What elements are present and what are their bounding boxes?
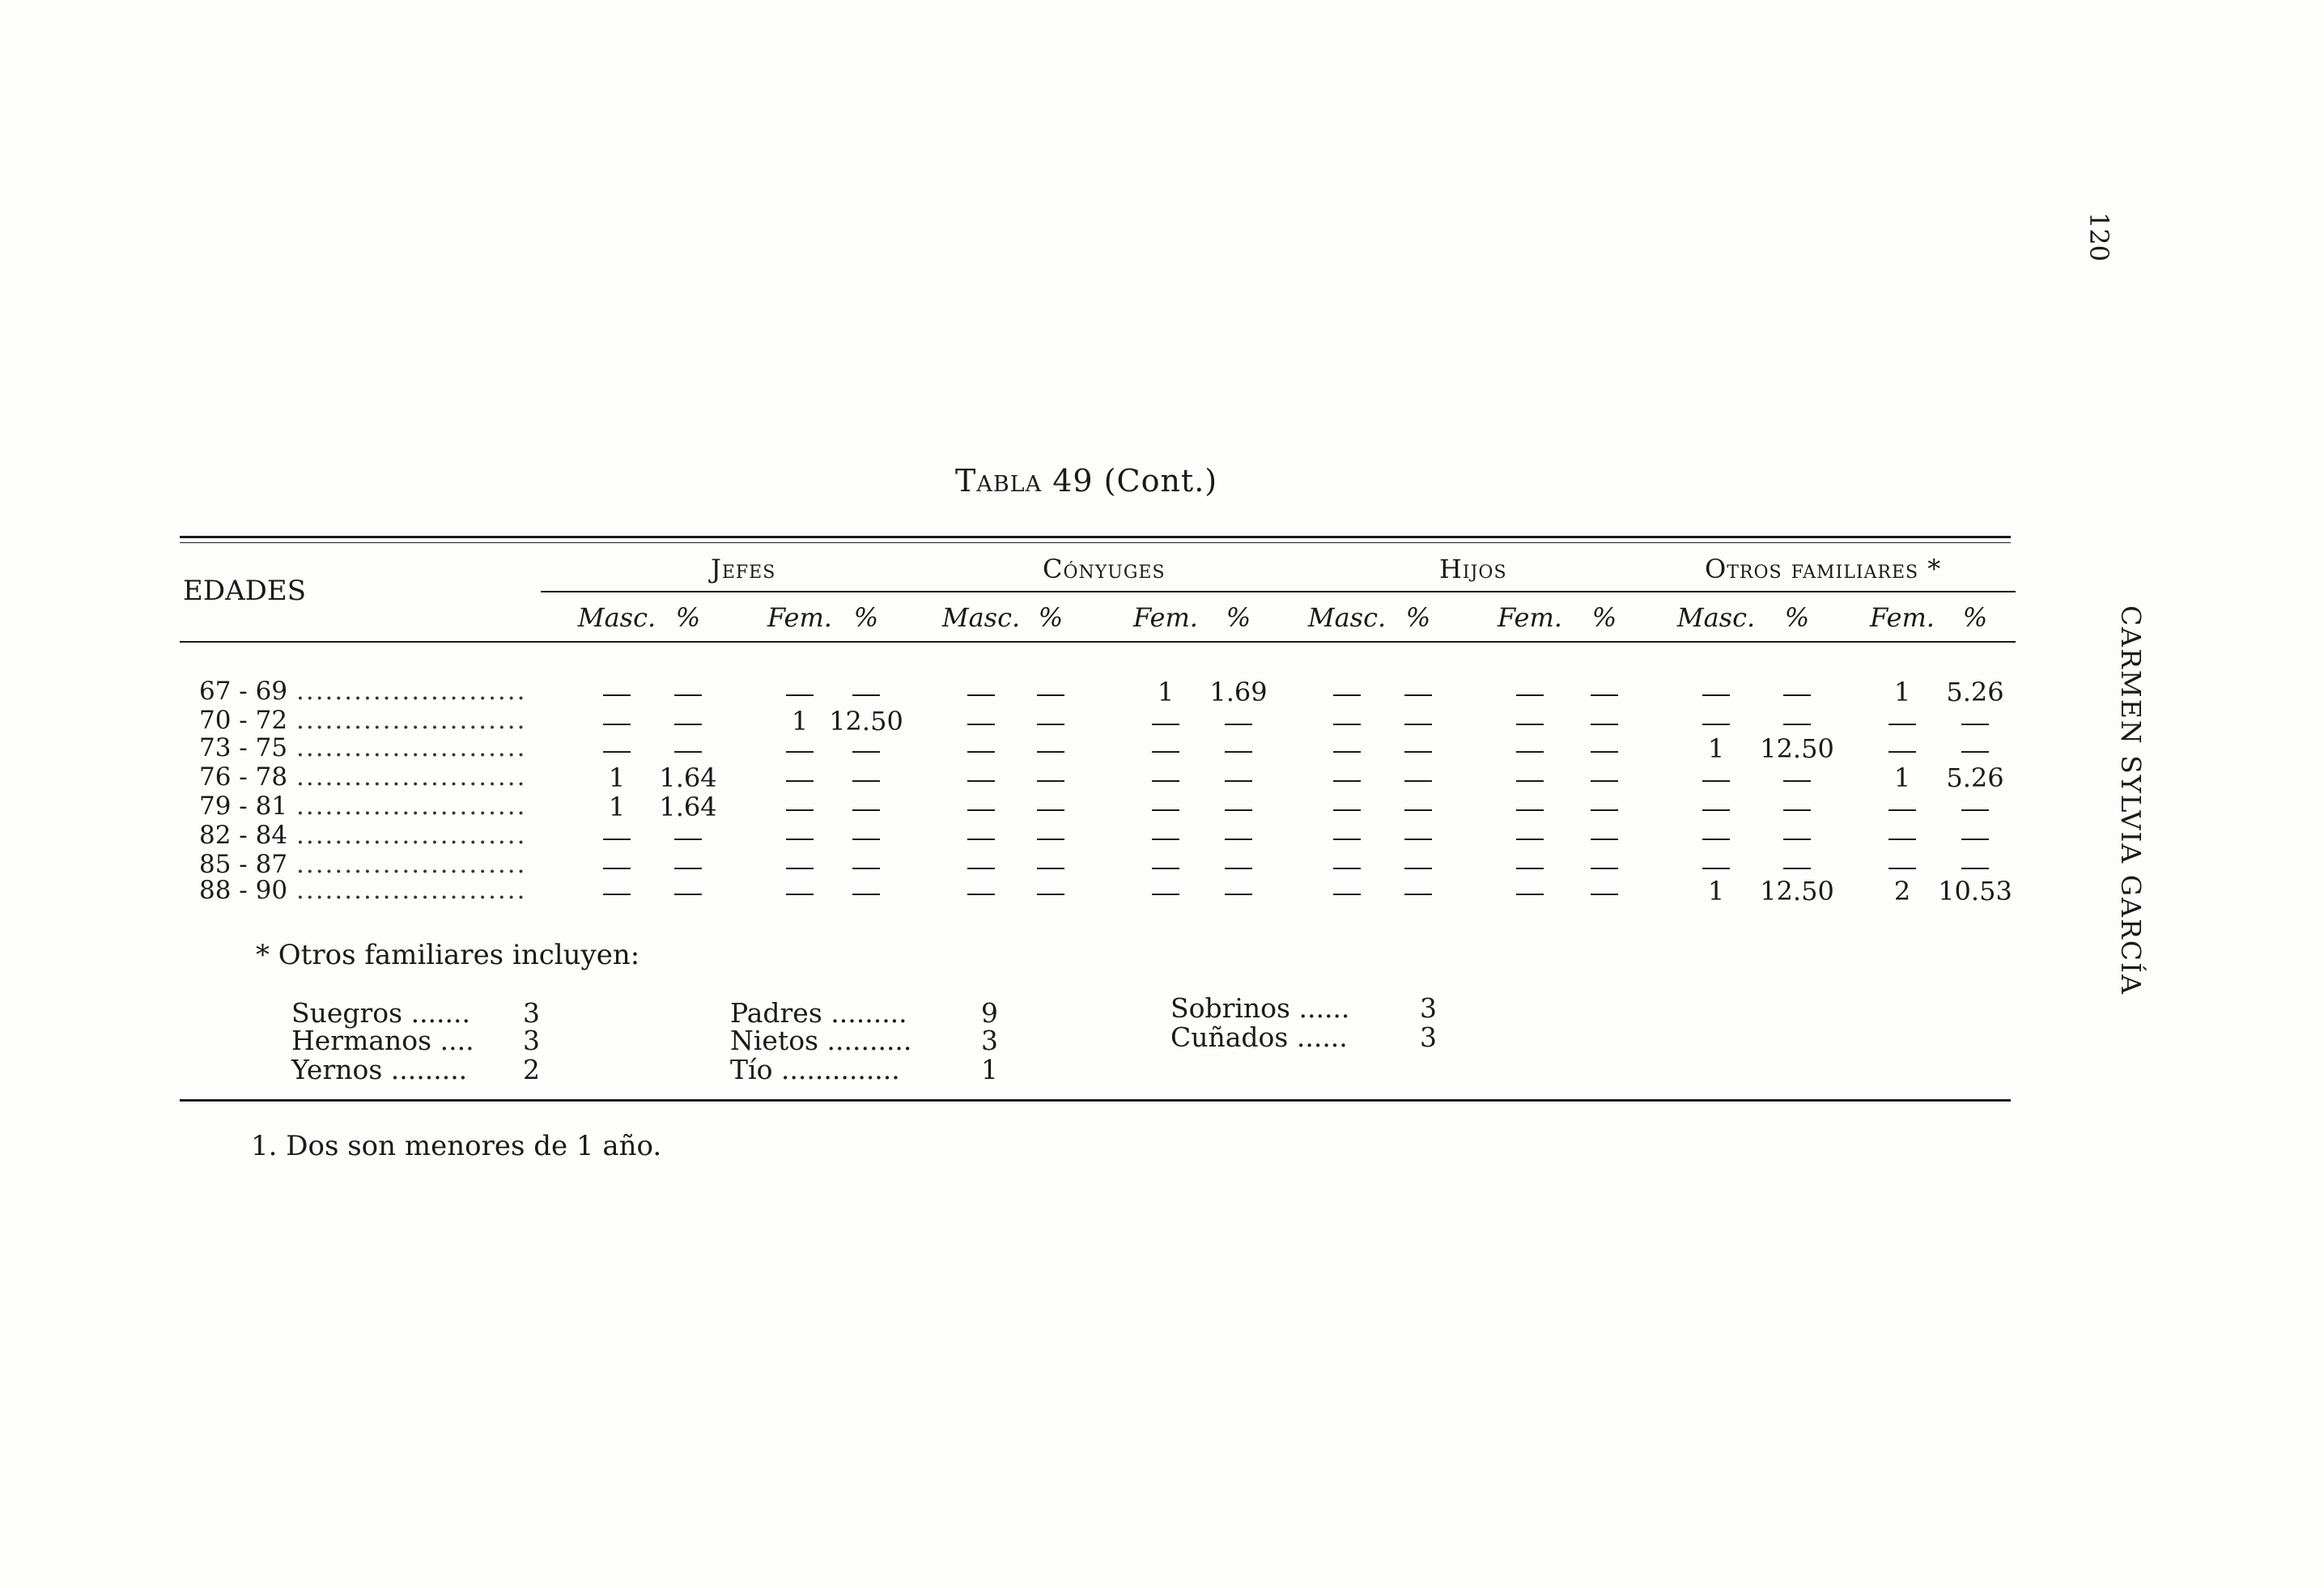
empty-dash bbox=[852, 809, 880, 811]
empty-dash bbox=[1889, 751, 1916, 753]
table-cell: 1.64 bbox=[659, 792, 717, 822]
empty-dash bbox=[1333, 751, 1361, 753]
row-age-label: 88 - 90 bbox=[199, 876, 288, 905]
table-title-number: 49 bbox=[1052, 463, 1094, 499]
empty-dash bbox=[603, 839, 631, 840]
family-label: Yernos ......... bbox=[291, 1054, 468, 1085]
dot-leader: ........................ bbox=[296, 821, 527, 850]
empty-dash bbox=[1516, 751, 1544, 753]
column-header: Masc. bbox=[577, 602, 656, 633]
empty-dash bbox=[967, 694, 995, 696]
empty-dash bbox=[1516, 894, 1544, 895]
empty-dash bbox=[1152, 780, 1179, 782]
empty-dash bbox=[603, 751, 631, 753]
empty-dash bbox=[1889, 868, 1916, 869]
empty-dash bbox=[1702, 780, 1730, 782]
table-cell: 1 bbox=[608, 792, 626, 822]
column-header: Fem. bbox=[1870, 602, 1935, 633]
column-header: % bbox=[1591, 602, 1617, 633]
empty-dash bbox=[1591, 894, 1618, 895]
empty-dash bbox=[1591, 868, 1618, 869]
column-header: % bbox=[1405, 602, 1431, 633]
dot-leader: ........................ bbox=[296, 677, 527, 706]
empty-dash bbox=[1516, 780, 1544, 782]
family-label: Nietos .......... bbox=[730, 1025, 912, 1056]
dot-leader: ........................ bbox=[296, 876, 527, 905]
empty-dash bbox=[1591, 780, 1618, 782]
empty-dash bbox=[1961, 751, 1989, 753]
empty-dash bbox=[1404, 694, 1432, 696]
empty-dash bbox=[1516, 724, 1544, 725]
empty-dash bbox=[1333, 724, 1361, 725]
empty-dash bbox=[967, 724, 995, 725]
table-cell: 5.26 bbox=[1946, 762, 2004, 793]
table-title-suffix: (Cont.) bbox=[1103, 463, 1218, 499]
group-header-hijos: Hijos bbox=[1439, 554, 1507, 584]
note-title: * Otros familiares incluyen: bbox=[256, 939, 640, 971]
empty-dash bbox=[603, 868, 631, 869]
page-number: 120 bbox=[2084, 212, 2114, 262]
family-count: 3 bbox=[1420, 1021, 1437, 1053]
empty-dash bbox=[1037, 780, 1064, 782]
row-age-label: 82 - 84 bbox=[199, 821, 288, 850]
empty-dash bbox=[852, 751, 880, 753]
empty-dash bbox=[852, 839, 880, 840]
empty-dash bbox=[674, 894, 702, 895]
empty-dash bbox=[1889, 839, 1916, 840]
column-header: Masc. bbox=[941, 602, 1021, 633]
empty-dash bbox=[1152, 868, 1179, 869]
family-label: Sobrinos ...... bbox=[1170, 992, 1350, 1024]
family-count: 3 bbox=[523, 1025, 540, 1056]
empty-dash bbox=[1037, 694, 1064, 696]
family-count: 3 bbox=[523, 997, 540, 1029]
empty-dash bbox=[1333, 694, 1361, 696]
empty-dash bbox=[1225, 868, 1252, 869]
empty-dash bbox=[852, 780, 880, 782]
table-title-label: Tabla bbox=[955, 463, 1043, 499]
empty-dash bbox=[1225, 894, 1252, 895]
running-head: CARMEN SYLVIA GARCÍA bbox=[2115, 605, 2147, 996]
column-header: % bbox=[1038, 602, 1064, 633]
empty-dash bbox=[1333, 809, 1361, 811]
row-age-label: 85 - 87 bbox=[199, 850, 288, 879]
column-header: Fem. bbox=[1133, 602, 1198, 633]
table-cell: 2 bbox=[1893, 876, 1911, 907]
table-bottom-rule bbox=[180, 1099, 2011, 1102]
empty-dash bbox=[1404, 751, 1432, 753]
empty-dash bbox=[1961, 809, 1989, 811]
empty-dash bbox=[1591, 839, 1618, 840]
family-count: 2 bbox=[523, 1054, 540, 1085]
group-header-jefes: Jefes bbox=[711, 554, 776, 584]
dot-leader: ........................ bbox=[296, 762, 527, 792]
family-label: Tío .............. bbox=[730, 1054, 900, 1085]
empty-dash bbox=[967, 839, 995, 840]
family-count: 9 bbox=[981, 997, 998, 1029]
empty-dash bbox=[674, 751, 702, 753]
column-header: Masc. bbox=[1307, 602, 1387, 633]
group-rule bbox=[541, 591, 2016, 592]
dot-leader: ........................ bbox=[296, 706, 527, 735]
column-header: % bbox=[853, 602, 879, 633]
empty-dash bbox=[1404, 809, 1432, 811]
empty-dash bbox=[1333, 839, 1361, 840]
empty-dash bbox=[1225, 751, 1252, 753]
table-top-rule bbox=[180, 536, 2011, 538]
family-count: 3 bbox=[981, 1025, 998, 1056]
empty-dash bbox=[1591, 724, 1618, 725]
empty-dash bbox=[1783, 780, 1811, 782]
column-header: % bbox=[1962, 602, 1988, 633]
empty-dash bbox=[967, 894, 995, 895]
empty-dash bbox=[1404, 780, 1432, 782]
empty-dash bbox=[1516, 868, 1544, 869]
empty-dash bbox=[786, 809, 814, 811]
empty-dash bbox=[1591, 751, 1618, 753]
empty-dash bbox=[1333, 894, 1361, 895]
dot-leader: ........................ bbox=[296, 733, 527, 762]
empty-dash bbox=[1702, 809, 1730, 811]
empty-dash bbox=[1152, 751, 1179, 753]
empty-dash bbox=[1037, 751, 1064, 753]
table-cell: 1 bbox=[1893, 677, 1911, 707]
empty-dash bbox=[674, 724, 702, 725]
empty-dash bbox=[1961, 724, 1989, 725]
empty-dash bbox=[967, 868, 995, 869]
empty-dash bbox=[603, 694, 631, 696]
row-age-label: 73 - 75 bbox=[199, 733, 288, 762]
empty-dash bbox=[1783, 694, 1811, 696]
empty-dash bbox=[786, 839, 814, 840]
empty-dash bbox=[1591, 809, 1618, 811]
empty-dash bbox=[1404, 839, 1432, 840]
empty-dash bbox=[1037, 809, 1064, 811]
empty-dash bbox=[1404, 868, 1432, 869]
empty-dash bbox=[1702, 694, 1730, 696]
empty-dash bbox=[1783, 809, 1811, 811]
empty-dash bbox=[786, 894, 814, 895]
empty-dash bbox=[603, 894, 631, 895]
empty-dash bbox=[1889, 809, 1916, 811]
empty-dash bbox=[1961, 868, 1989, 869]
empty-dash bbox=[1783, 724, 1811, 725]
empty-dash bbox=[1333, 868, 1361, 869]
empty-dash bbox=[1889, 724, 1916, 725]
family-count: 1 bbox=[981, 1054, 998, 1085]
empty-dash bbox=[852, 894, 880, 895]
column-header: Masc. bbox=[1676, 602, 1756, 633]
row-age-label: 79 - 81 bbox=[199, 792, 288, 821]
empty-dash bbox=[1961, 839, 1989, 840]
empty-dash bbox=[1516, 839, 1544, 840]
empty-dash bbox=[967, 809, 995, 811]
empty-dash bbox=[603, 724, 631, 725]
table-cell: 12.50 bbox=[1760, 733, 1834, 764]
empty-dash bbox=[786, 868, 814, 869]
empty-dash bbox=[674, 868, 702, 869]
table-cell: 5.26 bbox=[1946, 677, 2004, 707]
empty-dash bbox=[1225, 724, 1252, 725]
empty-dash bbox=[1516, 809, 1544, 811]
empty-dash bbox=[1702, 868, 1730, 869]
empty-dash bbox=[1225, 780, 1252, 782]
table-cell: 1.69 bbox=[1209, 677, 1268, 707]
empty-dash bbox=[1702, 724, 1730, 725]
family-label: Cuñados ...... bbox=[1170, 1021, 1348, 1053]
empty-dash bbox=[1152, 724, 1179, 725]
empty-dash bbox=[967, 780, 995, 782]
table-cell: 12.50 bbox=[829, 706, 903, 737]
empty-dash bbox=[1037, 724, 1064, 725]
empty-dash bbox=[1702, 839, 1730, 840]
empty-dash bbox=[786, 751, 814, 753]
row-age-label: 67 - 69 bbox=[199, 677, 288, 706]
table-top-rule-thin bbox=[180, 542, 2011, 543]
table-cell: 1 bbox=[1707, 876, 1725, 907]
table-title bbox=[955, 463, 1217, 499]
empty-dash bbox=[1225, 809, 1252, 811]
table-cell: 1.64 bbox=[659, 762, 717, 793]
table-cell: 10.53 bbox=[1938, 876, 2012, 907]
family-label: Hermanos .... bbox=[291, 1025, 474, 1056]
row-age-label: 70 - 72 bbox=[199, 706, 288, 735]
table-cell: 1 bbox=[1707, 733, 1725, 764]
empty-dash bbox=[1152, 894, 1179, 895]
empty-dash bbox=[1404, 724, 1432, 725]
subheader-rule bbox=[180, 641, 2016, 643]
empty-dash bbox=[674, 694, 702, 696]
group-header-conyuges: Cónyuges bbox=[1043, 554, 1166, 584]
footnote: 1. Dos son menores de 1 año. bbox=[251, 1130, 662, 1162]
column-header: % bbox=[1784, 602, 1810, 633]
empty-dash bbox=[1516, 694, 1544, 696]
table-cell: 1 bbox=[1893, 762, 1911, 793]
empty-dash bbox=[1783, 868, 1811, 869]
table-cell: 1 bbox=[1157, 677, 1175, 707]
table-cell: 12.50 bbox=[1760, 876, 1834, 907]
column-header: Fem. bbox=[767, 602, 832, 633]
column-header: % bbox=[1226, 602, 1251, 633]
empty-dash bbox=[1152, 809, 1179, 811]
row-age-label: 76 - 78 bbox=[199, 762, 288, 792]
family-label: Suegros ....... bbox=[291, 997, 471, 1029]
family-label: Padres ......... bbox=[730, 997, 907, 1029]
column-header: Fem. bbox=[1498, 602, 1562, 633]
table-cell: 1 bbox=[791, 706, 809, 737]
empty-dash bbox=[852, 694, 880, 696]
empty-dash bbox=[674, 839, 702, 840]
family-count: 3 bbox=[1420, 992, 1437, 1024]
empty-dash bbox=[1037, 868, 1064, 869]
empty-dash bbox=[1783, 839, 1811, 840]
column-header: % bbox=[675, 602, 701, 633]
empty-dash bbox=[1225, 839, 1252, 840]
empty-dash bbox=[1404, 894, 1432, 895]
empty-dash bbox=[1152, 839, 1179, 840]
empty-dash bbox=[1037, 839, 1064, 840]
dot-leader: ........................ bbox=[296, 792, 527, 821]
empty-dash bbox=[967, 751, 995, 753]
table-cell: 1 bbox=[608, 762, 626, 793]
empty-dash bbox=[1333, 780, 1361, 782]
row-header-edades: EDADES bbox=[183, 575, 307, 607]
empty-dash bbox=[852, 868, 880, 869]
empty-dash bbox=[1591, 694, 1618, 696]
empty-dash bbox=[786, 694, 814, 696]
empty-dash bbox=[1037, 894, 1064, 895]
empty-dash bbox=[786, 780, 814, 782]
dot-leader: ........................ bbox=[296, 850, 527, 879]
group-header-otros-familiares: Otros familiares * bbox=[1705, 554, 1942, 584]
